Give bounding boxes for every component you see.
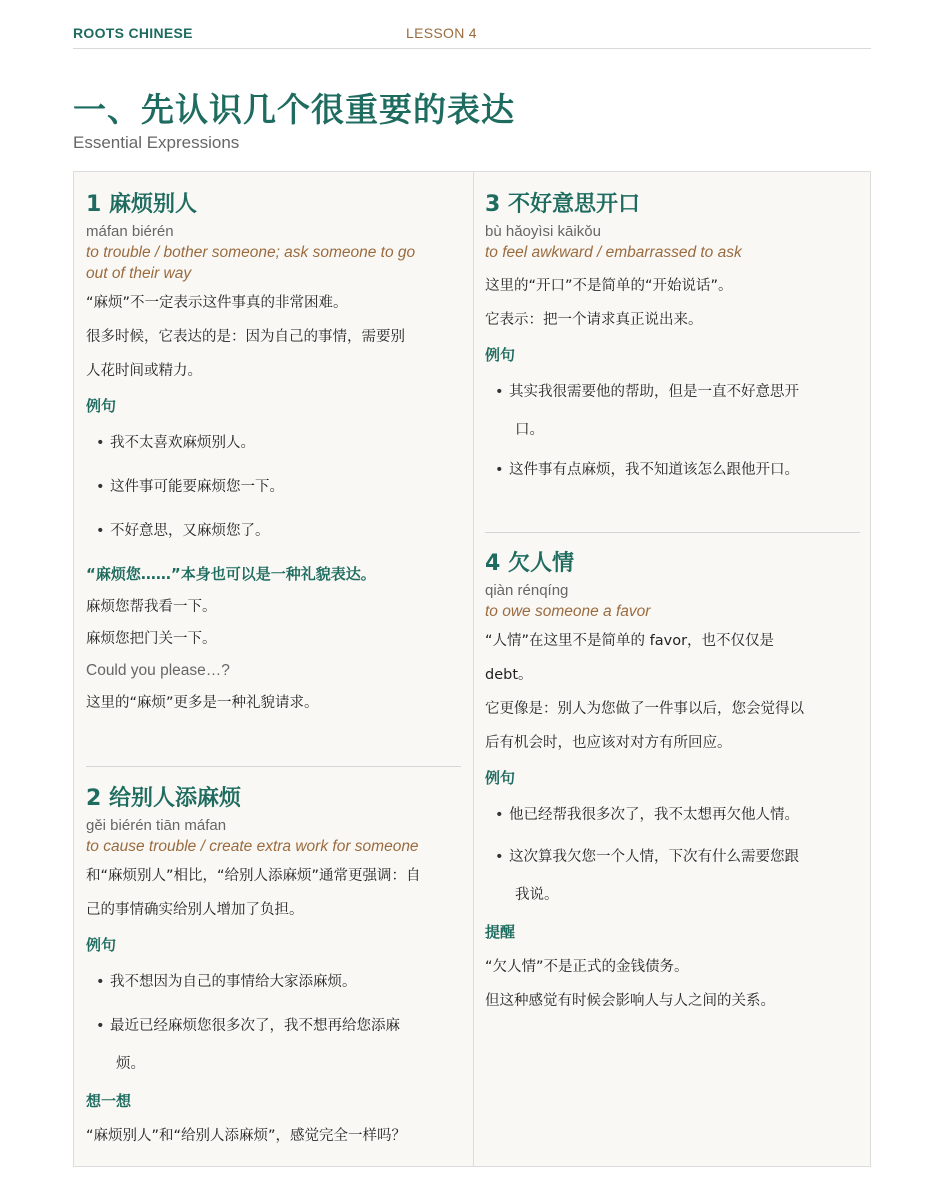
explanation-paragraph: 很多时候，它表达的是：因为自己的事情，需要别 (86, 329, 405, 345)
column-divider (473, 172, 474, 1166)
expression-item-4 (485, 547, 860, 1018)
expression-item-3 (485, 188, 860, 489)
expression-title: 4 欠人情 (485, 551, 574, 576)
explanation-paragraph: debt。 (485, 667, 533, 683)
example-sentence: • 我不想因为自己的事情给大家添麻烦。 (86, 963, 461, 1001)
examples-label: 例句 (86, 397, 117, 415)
item-divider (86, 766, 461, 767)
think-question: “麻烦别人”和“给别人添麻烦”，感觉完全一样吗？ (86, 1128, 407, 1144)
reminder-label: 提醒 (485, 923, 516, 941)
examples-label: 例句 (485, 346, 516, 364)
page-header (73, 22, 871, 49)
english-equivalent: Could you please…? (86, 662, 230, 679)
example-sentence-continuation: 口。 (515, 422, 544, 438)
expression-pinyin: gěi biérén tiān máfan (86, 817, 227, 834)
expression-item-1 (86, 188, 461, 720)
expression-gloss: out of their way (86, 265, 192, 282)
explanation-paragraph: “人情”在这里不是简单的 favor，也不仅仅是 (485, 633, 775, 649)
example-sentence-continuation: 我说。 (515, 887, 559, 903)
expression-gloss: to feel awkward / embarrassed to ask (485, 244, 742, 261)
example-sentence: • 我不太喜欢麻烦别人。 (86, 424, 461, 462)
example-sentence: • 他已经帮我很多次了，我不太想再欠他人情。 (485, 796, 860, 834)
explanation-paragraph: 后有机会时，也应该对对方有所回应。 (485, 735, 732, 751)
example-sentence: • 这次算我欠您一个人情，下次有什么需要您跟 (485, 838, 860, 876)
explanation-paragraph: 人花时间或精力。 (86, 363, 202, 379)
think-label: 想一想 (86, 1092, 132, 1110)
explanation-paragraph: “麻烦”不一定表示这件事真的非常困难。 (86, 295, 348, 311)
expression-title: 1 麻烦别人 (86, 192, 197, 217)
explanation-paragraph: 它表示：把一个请求真正说出来。 (485, 312, 703, 328)
expressions-panel (73, 171, 871, 1167)
expression-pinyin: máfan biérén (86, 223, 174, 240)
expression-pinyin: qiàn rénqíng (485, 582, 569, 599)
example-sentence: • 其实我很需要他的帮助，但是一直不好意思开 (485, 373, 860, 411)
expression-pinyin: bù hǎoyìsi kāikǒu (485, 223, 601, 240)
examples-label: 例句 (86, 936, 117, 954)
item-divider (485, 532, 860, 533)
explanation-paragraph: 这里的“开口”不是简单的“开始说话”。 (485, 278, 733, 294)
example-sentence: • 不好意思，又麻烦您了。 (86, 512, 461, 550)
expression-item-2 (86, 782, 461, 1153)
note-sentence: 麻烦您帮我看一下。 (86, 599, 217, 615)
explanation-paragraph: 己的事情确实给别人增加了负担。 (86, 902, 304, 918)
expression-gloss: to owe someone a favor (485, 603, 651, 620)
expression-gloss: to trouble / bother someone; ask someone to go (86, 244, 416, 261)
example-sentence: • 最近已经麻烦您很多次了，我不想再给您添麻 (86, 1007, 461, 1045)
explanation-paragraph: 和“麻烦别人”相比，“给别人添麻烦”通常更强调：自 (86, 868, 421, 884)
note-sentence: 这里的“麻烦”更多是一种礼貌请求。 (86, 695, 319, 711)
example-sentence-continuation: 烦。 (116, 1056, 145, 1072)
page-title: 一、先认识几个很重要的表达 (73, 90, 515, 129)
reminder-sentence: “欠人情”不是正式的金钱债务。 (485, 959, 689, 975)
note-sentence: 麻烦您把门关一下。 (86, 631, 217, 647)
explanation-paragraph: 它更像是：别人为您做了一件事以后，您会觉得以 (485, 701, 804, 717)
note-label: “麻烦您……”本身也可以是一种礼貌表达。 (86, 565, 376, 583)
page-subtitle: Essential Expressions (73, 133, 240, 152)
expression-gloss: to cause trouble / create extra work for someone (86, 838, 419, 855)
expression-title: 3 不好意思开口 (485, 192, 640, 217)
expression-title: 2 给别人添麻烦 (86, 786, 241, 811)
example-sentence: • 这件事可能要麻烦您一下。 (86, 468, 461, 506)
brand-name: ROOTS CHINESE (73, 25, 193, 41)
examples-label: 例句 (485, 769, 516, 787)
example-sentence: • 这件事有点麻烦，我不知道该怎么跟他开口。 (485, 451, 860, 489)
reminder-sentence: 但这种感觉有时候会影响人与人之间的关系。 (485, 993, 775, 1009)
lesson-label: LESSON 4 (406, 25, 477, 41)
